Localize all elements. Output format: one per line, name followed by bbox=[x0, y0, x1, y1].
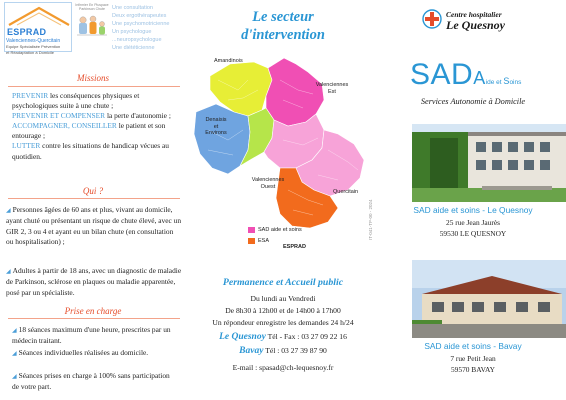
bullet-arrow-icon: ◢ bbox=[12, 328, 17, 334]
legend-esprad-label: ESPRAD bbox=[283, 244, 306, 250]
town-name: Bavay bbox=[239, 346, 264, 356]
answering-machine-note: Un répondeur enregistre les demandes 24 h/24 bbox=[212, 318, 354, 327]
map-label-valenciennes-ouest: Valenciennes Ouest bbox=[251, 177, 285, 190]
esprad-logo-subtitle: Valenciennes-Quercitain Equipe Spécialisée Prévention et Réadaptation à Domicile bbox=[6, 38, 61, 55]
site-le-quesnoy-title: SAD aide et soins - Le Quesnoy bbox=[413, 205, 533, 215]
prise-item: ◢ 18 séances maximum d'une heure, prescrites par un médecin traitant. bbox=[12, 325, 171, 346]
sector-map bbox=[188, 50, 378, 245]
site-bavay-city: 59570 BAVAY bbox=[450, 365, 496, 374]
family-caption: Infirmier En Pluspace Parkinson Chute bbox=[75, 3, 109, 11]
service-item: Une consultation bbox=[112, 5, 153, 11]
service-item: Une psychomotricienne bbox=[112, 21, 170, 27]
sad-heading: SADAide et Soins bbox=[410, 58, 522, 91]
hospital-name: Centre hospitalier Le Quesnoy bbox=[446, 10, 505, 32]
town-name: Le Quesnoy bbox=[219, 332, 266, 342]
legend-swatch bbox=[248, 227, 255, 233]
bullet-arrow-icon: ◢ bbox=[6, 269, 11, 275]
left-panel bbox=[0, 0, 187, 400]
service-item: Deux ergothérapeutes bbox=[112, 13, 167, 19]
qui-title: Qui ? bbox=[82, 186, 104, 196]
bullet-arrow-icon: ◢ bbox=[12, 351, 17, 357]
right-panel bbox=[380, 0, 566, 400]
legend-item: ESA bbox=[248, 237, 302, 246]
legend-item: SAD aide et soins bbox=[248, 226, 302, 235]
map-label-amandinois: Amandinois bbox=[214, 58, 243, 64]
prise-en-charge-title: Prise en charge bbox=[64, 306, 122, 316]
service-item: ...neuropsychologue bbox=[112, 37, 162, 43]
legend-swatch bbox=[248, 238, 255, 244]
service-item: Un psychologue bbox=[112, 29, 152, 35]
missions-divider bbox=[8, 86, 180, 87]
sector-title-line2: d'intervention bbox=[241, 27, 325, 43]
map-label-denaisis: Denaisis et Environs bbox=[205, 117, 227, 136]
site-bavay-title: SAD aide et soins - Bavay bbox=[424, 341, 522, 351]
permanence-days: Du lundi au Vendredi bbox=[250, 294, 316, 303]
hospital-logo-icon bbox=[418, 8, 446, 30]
missions-keyword: PREVENIR bbox=[12, 91, 49, 100]
sad-subtitle: Services Autonomie à Domicile bbox=[420, 97, 526, 106]
house-logo-icon bbox=[7, 5, 71, 27]
permanence-title: Permanence et Accueil public bbox=[222, 277, 344, 288]
qui-item: ◢ Adultes à partir de 18 ans, avec un diagnostic de maladie de Parkinson, sclérose en plaques ou maladie apparentée, posé par un spécialiste. bbox=[6, 266, 182, 297]
sector-title-line1: Le secteur bbox=[252, 9, 314, 25]
service-item: Une diététicienne bbox=[112, 45, 155, 51]
contact-bavay: Bavay Tél : 03 27 39 87 90 bbox=[239, 346, 327, 356]
middle-panel bbox=[188, 0, 378, 400]
esprad-logo bbox=[4, 2, 72, 55]
family-illustration-icon bbox=[74, 4, 108, 42]
permanence-hours: De 8h30 à 12h00 et de 14h00 à 17h00 bbox=[225, 306, 341, 315]
qui-item: ◢ Personnes âgées de 60 ans et plus, vivant au domicile, ayant chuté ou présentant un risque de chute élevé, avec un GIR 2, 3 ou 4 et ayant eu un bilan chute (en consultation ou hospitalisation) ; bbox=[6, 205, 182, 246]
document-code: IT-041-TP-00 - 2024 bbox=[368, 199, 373, 240]
bullet-arrow-icon: ◢ bbox=[6, 208, 11, 214]
le-quesnoy-building-photo bbox=[412, 124, 566, 202]
missions-text: PREVENIR les conséquences physiques et psychologiques suite à une chute ; PREVENIR ET COMPENSER la perte d'autonomie ; ACCOMPAGNER, CONSEILLER le patient et son entourage ; LUTTER contre les situations de handicap vécues au quotidien. bbox=[12, 91, 171, 161]
contact-email[interactable]: E-mail : spasad@ch-lequesnoy.fr bbox=[232, 363, 334, 372]
missions-title: Missions bbox=[76, 73, 109, 83]
missions-keyword: LUTTER bbox=[12, 141, 41, 151]
prise-item: ◢ Séances prises en charge à 100% sans participation de votre part. bbox=[12, 371, 170, 392]
map-label-quercitain: Quercitain bbox=[333, 189, 359, 195]
bavay-building-photo bbox=[412, 260, 566, 338]
site-le-quesnoy-street: 25 rue Jean Jaurès bbox=[446, 218, 500, 227]
site-le-quesnoy-city: 59530 LE QUESNOY bbox=[439, 229, 507, 238]
map-label-valenciennes-est: Valenciennes Est bbox=[315, 82, 349, 95]
prise-divider bbox=[8, 318, 180, 319]
prise-item: ◢ Séances individuelles réalisées au domicile. bbox=[12, 348, 149, 357]
services-list bbox=[112, 4, 187, 52]
missions-keyword: ACCOMPAGNER, CONSEILLER bbox=[12, 121, 117, 131]
site-bavay-street: 7 rue Petit Jean bbox=[450, 354, 496, 363]
qui-divider bbox=[8, 198, 180, 199]
contact-le-quesnoy: Le Quesnoy Tél - Fax : 03 27 09 22 16 bbox=[219, 332, 347, 342]
esprad-logo-title: ESPRAD bbox=[7, 27, 47, 37]
bullet-arrow-icon: ◢ bbox=[12, 374, 17, 380]
missions-keyword: PREVENIR ET COMPENSER bbox=[12, 111, 106, 121]
